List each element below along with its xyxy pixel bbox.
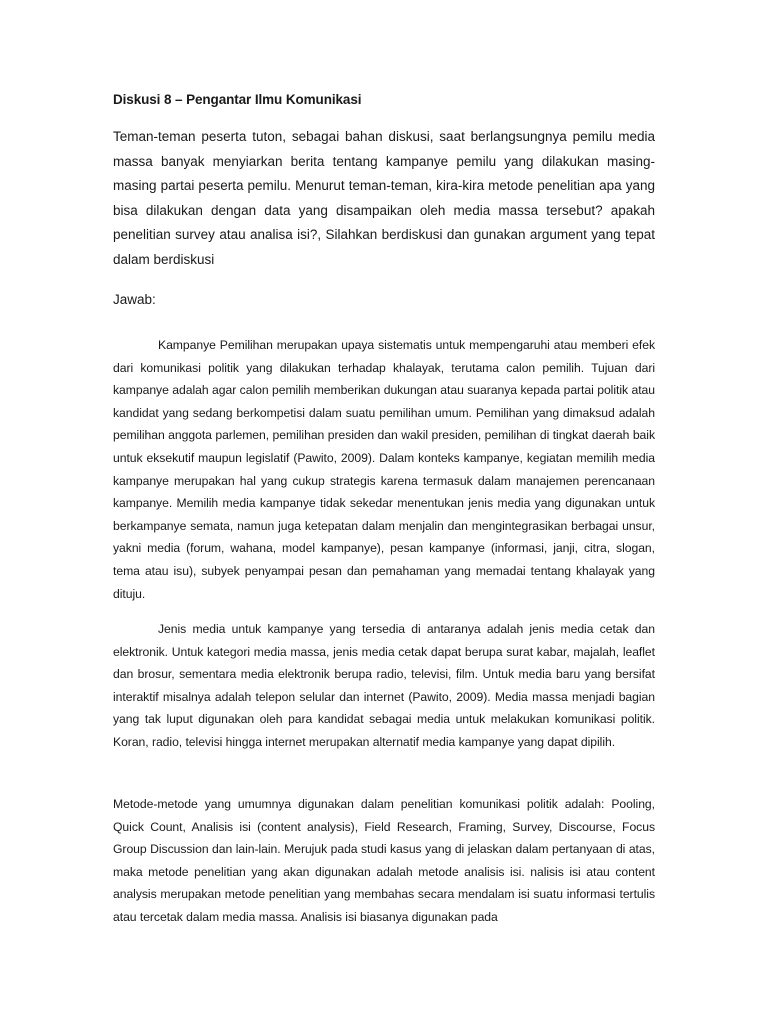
answer-paragraph-3: Metode-metode yang umumnya digunakan dalam penelitian komunikasi politik adalah: Pooling, Quick Count, Analisis isi (content analysis), Field Research, Framing, Survey, Discourse, Focus Group Discussion dan lain-lain. Merujuk pada studi kasus yang di jelaskan dalam pertanyaan di atas, maka metode penelitian yang akan digunakan adalah metode analisis isi. nalisis isi atau content analysis merupakan metode penelitian yang membahas secara mendalam isi suatu informasi tertulis atau tercetak dalam media massa. Analisis isi biasanya digunakan pada	[113, 797, 655, 924]
answer-label: Jawab:	[113, 292, 156, 307]
discussion-question: Teman-teman peserta tuton, sebagai bahan diskusi, saat berlangsungnya pemilu media massa banyak menyiarkan berita tentang kampanye pemilu yang dilakukan masing-masing partai peserta pemilu. Menurut teman-teman, kira-kira metode penelitian apa yang bisa dilakukan dengan data yang disampaikan oleh media massa tersebut? apakah penelitian survey atau analisa isi?, Silahkan berdiskusi dan gunakan argument yang tepat dalam berdiskusi	[113, 129, 655, 267]
answer-paragraph-2: Jenis media untuk kampanye yang tersedia di antaranya adalah jenis media cetak dan elektronik. Untuk kategori media massa, jenis media cetak dapat berupa surat kabar, majalah, leaflet dan brosur, sementara media elektronik berupa radio, televisi, film. Untuk media baru yang bersifat interaktif misalnya adalah telepon selular dan internet (Pawito, 2009). Media massa menjadi bagian yang tak luput digunakan oleh para kandidat sebagai media untuk melakukan komunikasi politik. Koran, radio, televisi hingga internet merupakan alternatif media kampanye yang dapat dipilih.	[113, 622, 655, 749]
answer-paragraph-1: Kampanye Pemilihan merupakan upaya sistematis untuk mempengaruhi atau memberi efek dari komunikasi politik yang dilakukan terhadap khalayak, terutama calon pemilih. Tujuan dari kampanye adalah agar calon pemilih memberikan dukungan atau suaranya kepada partai politik atau kandidat yang sedang berkompetisi dalam suatu pemilihan umum. Pemilihan yang dimaksud adalah pemilihan anggota parlemen, pemilihan presiden dan wakil presiden, pemilihan di tingkat daerah baik untuk eksekutif maupun legislatif (Pawito, 2009). Dalam konteks kampanye, kegiatan memilih media kampanye merupakan hal yang cukup strategis karena termasuk dalam manajemen perencanaan kampanye. Memilih media kampanye tidak sekedar menentukan jenis media yang digunakan untuk berkampanye semata, namun juga ketepatan dalam menjalin dan mengintegrasikan berbagai unsur, yakni media (forum, wahana, model kampanye), pesan kampanye (informasi, janji, citra, slogan, tema atau isu), subyek penyampai pesan dan pemahaman yang memadai tentang khalayak yang dituju.	[113, 338, 655, 601]
document-title: Diskusi 8 – Pengantar Ilmu Komunikasi	[113, 92, 362, 107]
